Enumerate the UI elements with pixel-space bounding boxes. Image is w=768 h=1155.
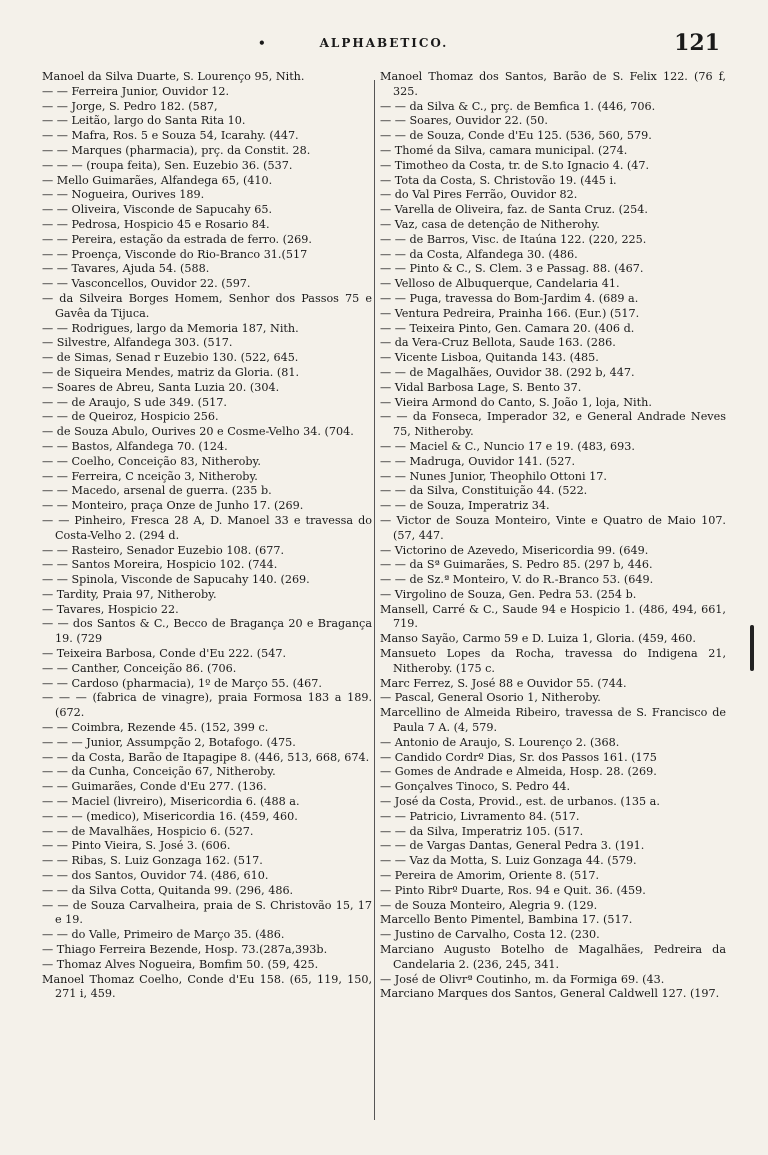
directory-entry: — — de Magalhães, Ouvidor 38. (292 b, 447.: [380, 365, 635, 379]
directory-entry: — — Proença, Visconde do Rio-Branco 31.(517: [42, 247, 308, 261]
directory-entry: — Pinto Ribrº Duarte, Ros. 94 e Quit. 36. (459.: [380, 883, 646, 897]
directory-entry: — — de Souza, Conde d'Eu 125. (536, 560, 579.: [380, 129, 652, 143]
directory-entry: — Teixeira Barbosa, Conde d'Eu 222. (547.: [42, 647, 287, 661]
directory-entry: — Antonio de Araujo, S. Lourenço 2. (368.: [380, 735, 620, 749]
directory-entry: — — da Silva & C., prç. de Bemfica 1. (446, 706.: [380, 99, 656, 113]
directory-entry: — — de Sz.ª Monteiro, V. do R.-Branco 53. (649.: [380, 573, 654, 587]
directory-entry: — — da Sª Guimarães, S. Pedro 85. (297 b, 446.: [380, 558, 653, 572]
directory-entry: — — da Costa, Barão de Itapagipe 8. (446, 513, 668, 674.: [42, 750, 370, 764]
directory-entry: — — — Junior, Assumpção 2, Botafogo. (475.: [42, 735, 296, 749]
directory-entry: — — Tavares, Ajuda 54. (588.: [42, 262, 210, 276]
directory-entry: — Gonçalves Tinoco, S. Pedro 44.: [380, 780, 571, 794]
directory-entry: — Tavares, Hospicio 22.: [42, 602, 179, 616]
left-column: [42, 70, 372, 1002]
directory-entry: — de Simas, Senad r Euzebio 130. (522, 645.: [42, 351, 299, 365]
directory-entry: — Virgolino de Souza, Gen. Pedra 53. (254 b.: [380, 587, 637, 601]
directory-entry: — — Maciel & C., Nuncio 17 e 19. (483, 693.: [380, 439, 635, 453]
directory-entry: — — Monteiro, praça Onze de Junho 17. (269.: [42, 499, 304, 513]
directory-entry: — — Patricio, Livramento 84. (517.: [380, 809, 580, 823]
directory-entry: — — Oliveira, Visconde de Sapucahy 65.: [42, 203, 273, 217]
directory-entry: — Soares de Abreu, Santa Luzia 20. (304.: [42, 380, 280, 394]
directory-entry: — — Marques (pharmacia), prç. da Constit. 28.: [42, 143, 311, 157]
directory-entry: — Pascal, General Osorio 1, Nitheroby.: [380, 691, 601, 705]
page-number: 121: [674, 30, 720, 56]
directory-entry: — da Silveira Borges Homem, Senhor dos Passos 75 e Gavêa da Tijuca.: [42, 291, 372, 320]
directory-entry: — Thomaz Alves Nogueira, Bomfim 50. (59, 425.: [42, 957, 319, 971]
directory-entry: — de Souza Abulo, Ourives 20 e Cosme-Velho 34. (704.: [42, 425, 354, 439]
directory-entry: — — Vaz da Motta, S. Luiz Gonzaga 44. (579.: [380, 854, 637, 868]
directory-entry: Marcellino de Almeida Ribeiro, travessa de S. Francisco de Paula 7 A. (4, 579.: [380, 706, 726, 735]
directory-entry: — — — (medico), Misericordia 16. (459, 460.: [42, 809, 298, 823]
directory-entry: — José da Costa, Provid., est. de urbanos. (135 a.: [380, 795, 660, 809]
directory-entry: Manso Sayão, Carmo 59 e D. Luiza 1, Gloria. (459, 460.: [380, 632, 696, 646]
directory-entry: — Vidal Barbosa Lage, S. Bento 37.: [380, 380, 582, 394]
directory-entry: — Tardity, Praia 97, Nitheroby.: [42, 587, 217, 601]
page-title: ALPHABETICO.: [319, 36, 449, 50]
directory-entry: — — de Barros, Visc. de Itaúna 122. (220, 225.: [380, 232, 647, 246]
directory-entry: — do Val Pires Ferrão, Ouvidor 82.: [380, 188, 578, 202]
directory-entry: — — Pinheiro, Fresca 28 A, D. Manoel 33 e travessa do Costa-Velho 2. (294 d.: [42, 513, 372, 542]
directory-entry: Manoel Thomaz Coelho, Conde d'Eu 158. (65, 119, 150, 271 i, 459.: [42, 972, 372, 1001]
directory-entry: — — Guimarães, Conde d'Eu 277. (136.: [42, 780, 267, 794]
directory-entry: — Tota da Costa, S. Christovão 19. (445 i.: [380, 173, 617, 187]
directory-entry: — — Pereira, estação da estrada de ferro. (269.: [42, 232, 312, 246]
directory-entry: — — Ribas, S. Luiz Gonzaga 162. (517.: [42, 854, 263, 868]
directory-entry: Marc Ferrez, S. José 88 e Ouvidor 55. (744.: [380, 676, 627, 690]
directory-entry: — — Mafra, Ros. 5 e Souza 54, Icarahy. (447.: [42, 129, 299, 143]
directory-entry: — Ventura Pedreira, Prainha 166. (Eur.) (517.: [380, 306, 640, 320]
directory-entry: — — Canther, Conceição 86. (706.: [42, 661, 237, 675]
directory-entry: — — Leitão, largo do Santa Rita 10.: [42, 114, 246, 128]
directory-entry: — — Pinto Vieira, S. José 3. (606.: [42, 839, 231, 853]
directory-entry: — Gomes de Andrade e Almeida, Hosp. 28. (269.: [380, 765, 657, 779]
directory-entry: — — — (fabrica de vinagre), praia Formosa 183 a 189. (672.: [42, 691, 372, 720]
directory-entry: — — Pinto & C., S. Clem. 3 e Passag. 88. (467.: [380, 262, 644, 276]
directory-entry: — — Nogueira, Ourives 189.: [42, 188, 205, 202]
directory-entry: — — Ferreira, C nceição 3, Nitheroby.: [42, 469, 258, 483]
directory-entry: — Vieira Armond do Canto, S. João 1, loja, Nith.: [380, 395, 652, 409]
directory-entry: — — Rasteiro, Senador Euzebio 108. (677.: [42, 543, 285, 557]
directory-entry: — — Santos Moreira, Hospicio 102. (744.: [42, 558, 278, 572]
directory-entry: — — Madruga, Ouvidor 141. (527.: [380, 454, 576, 468]
directory-entry: Marcello Bento Pimentel, Bambina 17. (517.: [380, 913, 633, 927]
directory-entry: — — de Queiroz, Hospicio 256.: [42, 410, 219, 424]
directory-entry: — — Rodrigues, largo da Memoria 187, Nith.: [42, 321, 299, 335]
directory-entry: — Victorino de Azevedo, Misericordia 99. (649.: [380, 543, 649, 557]
directory-entry: — — Pedrosa, Hospicio 45 e Rosario 84.: [42, 217, 270, 231]
directory-entry: Marciano Augusto Botelho de Magalhães, Pedreira da Candelaria 2. (236, 245, 341.: [380, 943, 726, 971]
directory-entry: — — de Souza Carvalheira, praia de S. Christovão 15, 17 e 19.: [42, 898, 372, 927]
directory-entry: — — Puga, travessa do Bom-Jardim 4. (689 a.: [380, 291, 639, 305]
directory-entry: Mansell, Carré & C., Saude 94 e Hospicio 1. (486, 494, 661, 719.: [380, 602, 726, 631]
right-column: [380, 70, 726, 1002]
directory-entry: — de Siqueira Mendes, matriz da Gloria. (81.: [42, 365, 300, 379]
directory-entry: Manoel da Silva Duarte, S. Lourenço 95, Nith.: [42, 70, 305, 83]
directory-entry: — — dos Santos, Ouvidor 74. (486, 610.: [42, 869, 269, 883]
directory-entry: — — Maciel (livreiro), Misericordia 6. (488 a.: [42, 795, 300, 809]
directory-entry: — — Soares, Ouvidor 22. (50.: [380, 114, 548, 128]
directory-entry: — — Vasconcellos, Ouvidor 22. (597.: [42, 277, 251, 291]
directory-entry: — Velloso de Albuquerque, Candelaria 41.: [380, 277, 620, 291]
directory-entry: — — da Silva, Constituição 44. (522.: [380, 484, 588, 498]
directory-entry: — Justino de Carvalho, Costa 12. (230.: [380, 928, 600, 942]
directory-entry: — — da Cunha, Conceição 67, Nitheroby.: [42, 765, 276, 779]
directory-entry: — — do Valle, Primeiro de Março 35. (486.: [42, 928, 285, 942]
directory-entry: — — Jorge, S. Pedro 182. (587,: [42, 99, 218, 113]
directory-entry: — — de Araujo, S ude 349. (517.: [42, 395, 227, 409]
directory-entry: — da Vera-Cruz Bellota, Saude 163. (286.: [380, 336, 616, 350]
directory-entry: — — da Fonseca, Imperador 32, e General Andrade Neves 75, Nitheroby.: [380, 410, 726, 439]
directory-entry: — — Coelho, Conceição 83, Nitheroby.: [42, 454, 261, 468]
directory-entry: — — da Silva Cotta, Quitanda 99. (296, 486.: [42, 883, 294, 897]
directory-entry: Mansueto Lopes da Rocha, travessa do Indigena 21, Nitheroby. (175 c.: [380, 647, 726, 675]
directory-entry: — — de Mavalhães, Hospicio 6. (527.: [42, 824, 254, 838]
directory-entry: Manoel Thomaz dos Santos, Barão de S. Felix 122. (76 f, 325.: [380, 70, 726, 98]
directory-entry: — — Coimbra, Rezende 45. (152, 399 c.: [42, 721, 269, 735]
margin-mark: [750, 625, 754, 671]
directory-entry: — — da Costa, Alfandega 30. (486.: [380, 247, 578, 261]
directory-entry: — Thomé da Silva, camara municipal. (274.: [380, 143, 628, 157]
directory-entry: — — Nunes Junior, Theophilo Ottoni 17.: [380, 469, 607, 483]
directory-entry: Marciano Marques dos Santos, General Caldwell 127. (197.: [380, 987, 720, 1001]
directory-entry: — — Spinola, Visconde de Sapucahy 140. (269.: [42, 573, 310, 587]
directory-entry: — Vaz, casa de detenção de Nitherohy.: [380, 217, 600, 231]
directory-entry: — Silvestre, Alfandega 303. (517.: [42, 336, 233, 350]
column-divider: [374, 80, 375, 1120]
directory-entry: — — Macedo, arsenal de guerra. (235 b.: [42, 484, 272, 498]
directory-entry: — — de Vargas Dantas, General Pedra 3. (191.: [380, 839, 645, 853]
directory-entry: — de Souza Monteiro, Alegria 9. (129.: [380, 898, 598, 912]
directory-entry: — — Bastos, Alfandega 70. (124.: [42, 439, 228, 453]
directory-entry: — Mello Guimarães, Alfandega 65, (410.: [42, 173, 273, 187]
directory-entry: — Varella de Oliveira, faz. de Santa Cruz. (254.: [380, 203, 648, 217]
directory-entry: — — Cardoso (pharmacia), 1º de Março 55. (467.: [42, 676, 322, 690]
directory-entry: — Vicente Lisboa, Quitanda 143. (485.: [380, 351, 599, 365]
directory-entry: — Candido Cordrº Dias, Sr. dos Passos 161. (175: [380, 750, 657, 764]
directory-entry: — Thiago Ferreira Bezende, Hosp. 73.(287a,393b.: [42, 943, 328, 957]
page-header: [0, 30, 768, 60]
directory-entry: — — da Silva, Imperatriz 105. (517.: [380, 824, 584, 838]
header-bullet: •: [258, 36, 266, 50]
directory-entry: — José de Olivrª Coutinho, m. da Formiga 69. (43.: [380, 972, 665, 986]
directory-entry: — — — (roupa feita), Sen. Euzebio 36. (537.: [42, 158, 293, 172]
directory-entry: — — dos Santos & C., Becco de Bragança 20 e Bragança 19. (729: [42, 617, 372, 646]
directory-entry: — Timotheo da Costa, tr. de S.to Ignacio 4. (47.: [380, 158, 650, 172]
directory-entry: — Victor de Souza Monteiro, Vinte e Quatro de Maio 107. (57, 447.: [380, 513, 726, 542]
directory-entry: — Pereira de Amorim, Oriente 8. (517.: [380, 869, 600, 883]
directory-entry: — — de Souza, Imperatriz 34.: [380, 499, 550, 513]
directory-entry: — — Ferreira Junior, Ouvidor 12.: [42, 84, 230, 98]
directory-entry: — — Teixeira Pinto, Gen. Camara 20. (406 d.: [380, 321, 635, 335]
